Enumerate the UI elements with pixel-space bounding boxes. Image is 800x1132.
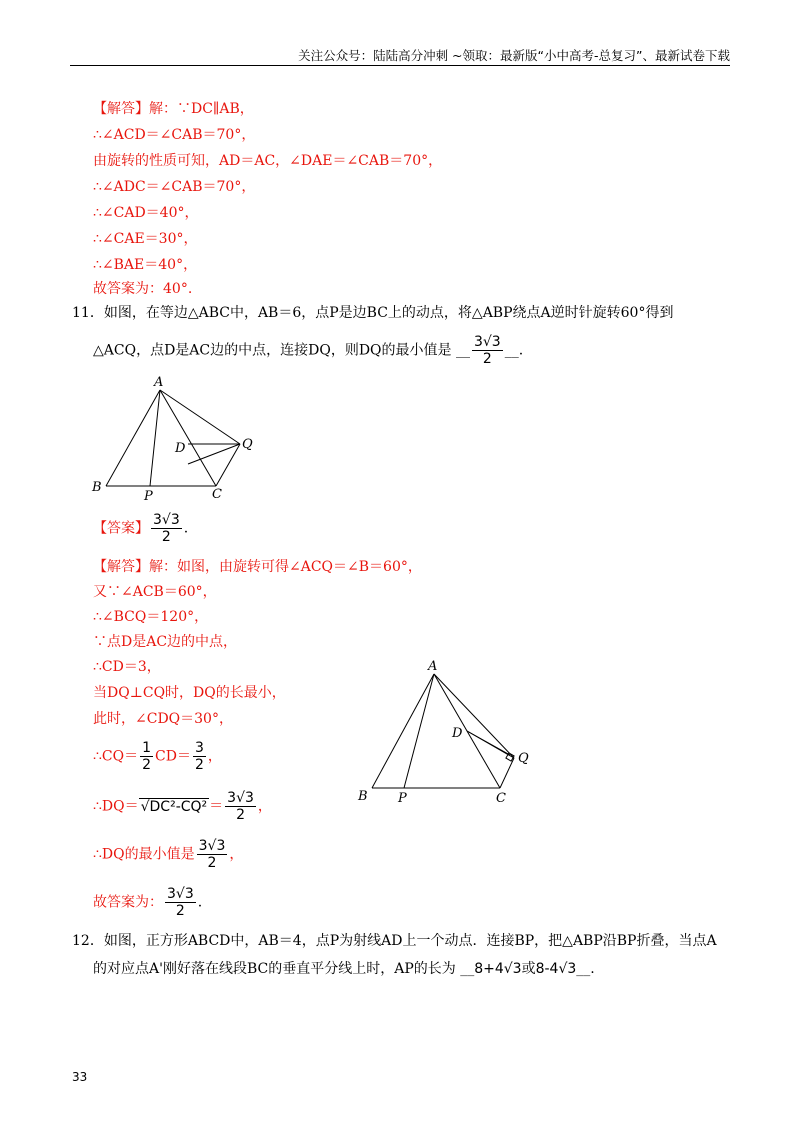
sol11-line-4: ∵点D是AC边的中点， — [93, 634, 238, 650]
q11-line-2 — [93, 334, 523, 367]
sol11-line-1: 【解答】解：如图，由旋转可得∠ACQ＝∠B＝60°， — [93, 559, 422, 575]
frac-numerator: 3√3 — [473, 334, 501, 350]
fig1-label-a: A — [154, 375, 164, 390]
frac-denominator: 2 — [236, 807, 245, 823]
l10-pre: ∴DQ的最小值是 — [93, 846, 195, 863]
page-header: 关注公众号：陆陆高分冲刺 ~领取：最新版“小中高考-总复习”、最新试卷下载 — [298, 48, 730, 63]
q11-line-1: 11．如图，在等边△ABC中，AB＝6，点P是边BC上的动点，将△ABP绕点A逆时针旋转60°得到 — [72, 305, 674, 321]
sol10-line-6: ∴∠CAE＝30°， — [93, 231, 198, 247]
frac-denominator: 2 — [161, 529, 171, 545]
triangle-figure-2 — [350, 658, 535, 808]
l8-mid: CD＝ — [155, 748, 191, 765]
l11-end: . — [197, 894, 203, 911]
frac-numerator: 3√3 — [227, 790, 254, 806]
sol11-line-7: 此时，∠CDQ＝30°， — [93, 711, 233, 727]
q11-line-2-end: __. — [504, 342, 524, 359]
q12-line-2-text: 的对应点A'刚好落在线段BC的垂直平分线上时，AP的长为 __ — [93, 961, 475, 977]
frac-numerator: 1 — [142, 740, 152, 756]
sol11-line-10 — [93, 838, 243, 871]
ans11 — [93, 512, 188, 545]
fig2-label-p: P — [398, 791, 407, 806]
sol11-line-11 — [93, 886, 202, 919]
q11-answer-fraction — [472, 334, 503, 367]
sol10-line-2: ∴∠ACD＝∠CAB＝70°， — [93, 127, 256, 143]
sol10-line-1: 【解答】解：∵DC∥AB， — [93, 101, 254, 117]
fig2-label-q: Q — [518, 751, 529, 766]
sol11-line-6: 当DQ⊥CQ时，DQ的长最小， — [93, 685, 286, 701]
fig1-label-q: Q — [242, 437, 253, 452]
fig2-label-a: A — [428, 659, 438, 674]
ans11-label: 【答案】 — [93, 520, 149, 537]
frac-numerator: 3 — [194, 740, 204, 756]
q12-line-2 — [93, 960, 595, 978]
l8-frac-2 — [193, 740, 206, 773]
sol10-line-7: ∴∠BAE＝40°， — [93, 257, 198, 273]
frac-numerator: 3√3 — [167, 886, 194, 902]
l9-end: ， — [257, 798, 272, 815]
l8-pre: ∴CQ＝ — [93, 748, 139, 765]
fig2-label-d: D — [452, 726, 463, 741]
frac-numerator: 3√3 — [153, 512, 180, 528]
l10-end: ， — [229, 846, 244, 863]
sol10-line-8: 故答案为：40°. — [93, 281, 193, 297]
l9-pre: ∴DQ＝ — [93, 798, 139, 815]
sol10-line-5: ∴∠CAD＝40°， — [93, 205, 199, 221]
q12-line-1: 12．如图，正方形ABCD中，AB＝4，点P为射线AD上一个动点．连接BP，把△ABP沿BP折叠，当点A — [72, 933, 717, 949]
fig1-label-d: D — [175, 441, 186, 456]
q12-answer: 8+4√3或8-4√3 — [474, 961, 577, 977]
fig2-label-b: B — [358, 789, 368, 804]
ans11-end: . — [183, 520, 189, 537]
sol11-line-8 — [93, 740, 222, 773]
frac-denominator: 2 — [175, 903, 185, 919]
sol11-line-9 — [93, 790, 272, 823]
l9-sqrt: √DC²-CQ² — [140, 798, 208, 815]
l9-eq: ＝ — [209, 798, 224, 815]
frac-denominator: 2 — [194, 757, 204, 773]
fig1-label-p: P — [144, 489, 153, 504]
ans11-fraction — [151, 512, 182, 545]
fig1-label-c: C — [212, 487, 222, 502]
l11-frac — [165, 886, 196, 919]
sol10-line-3: 由旋转的性质可知，AD＝AC，∠DAE＝∠CAB＝70°， — [93, 153, 443, 169]
q12-line-2-end: __. — [576, 961, 595, 977]
triangle-figure-1 — [88, 370, 258, 505]
page-number: 33 — [72, 1070, 88, 1084]
sol11-line-3: ∴∠BCQ＝120°， — [93, 609, 209, 625]
l8-end: ， — [207, 748, 222, 765]
frac-denominator: 2 — [482, 351, 492, 367]
frac-denominator: 2 — [142, 757, 152, 773]
fig1-label-b: B — [92, 480, 102, 495]
sol11-line-2: 又∵∠ACB＝60°， — [93, 584, 217, 600]
sol10-line-4: ∴∠ADC＝∠CAB＝70°， — [93, 179, 256, 195]
l9-frac — [225, 790, 256, 823]
frac-numerator: 3√3 — [198, 838, 226, 854]
fig2-label-c: C — [496, 791, 506, 806]
frac-denominator: 2 — [207, 855, 217, 871]
l10-frac — [197, 838, 228, 871]
header-rule — [70, 65, 730, 66]
l8-frac-1 — [140, 740, 153, 773]
sol11-line-5: ∴CD＝3， — [93, 659, 161, 675]
l11-pre: 故答案为： — [93, 894, 163, 911]
q11-line-2-text: △ACQ，点D是AC边的中点，连接DQ，则DQ的最小值是 __ — [93, 342, 470, 359]
